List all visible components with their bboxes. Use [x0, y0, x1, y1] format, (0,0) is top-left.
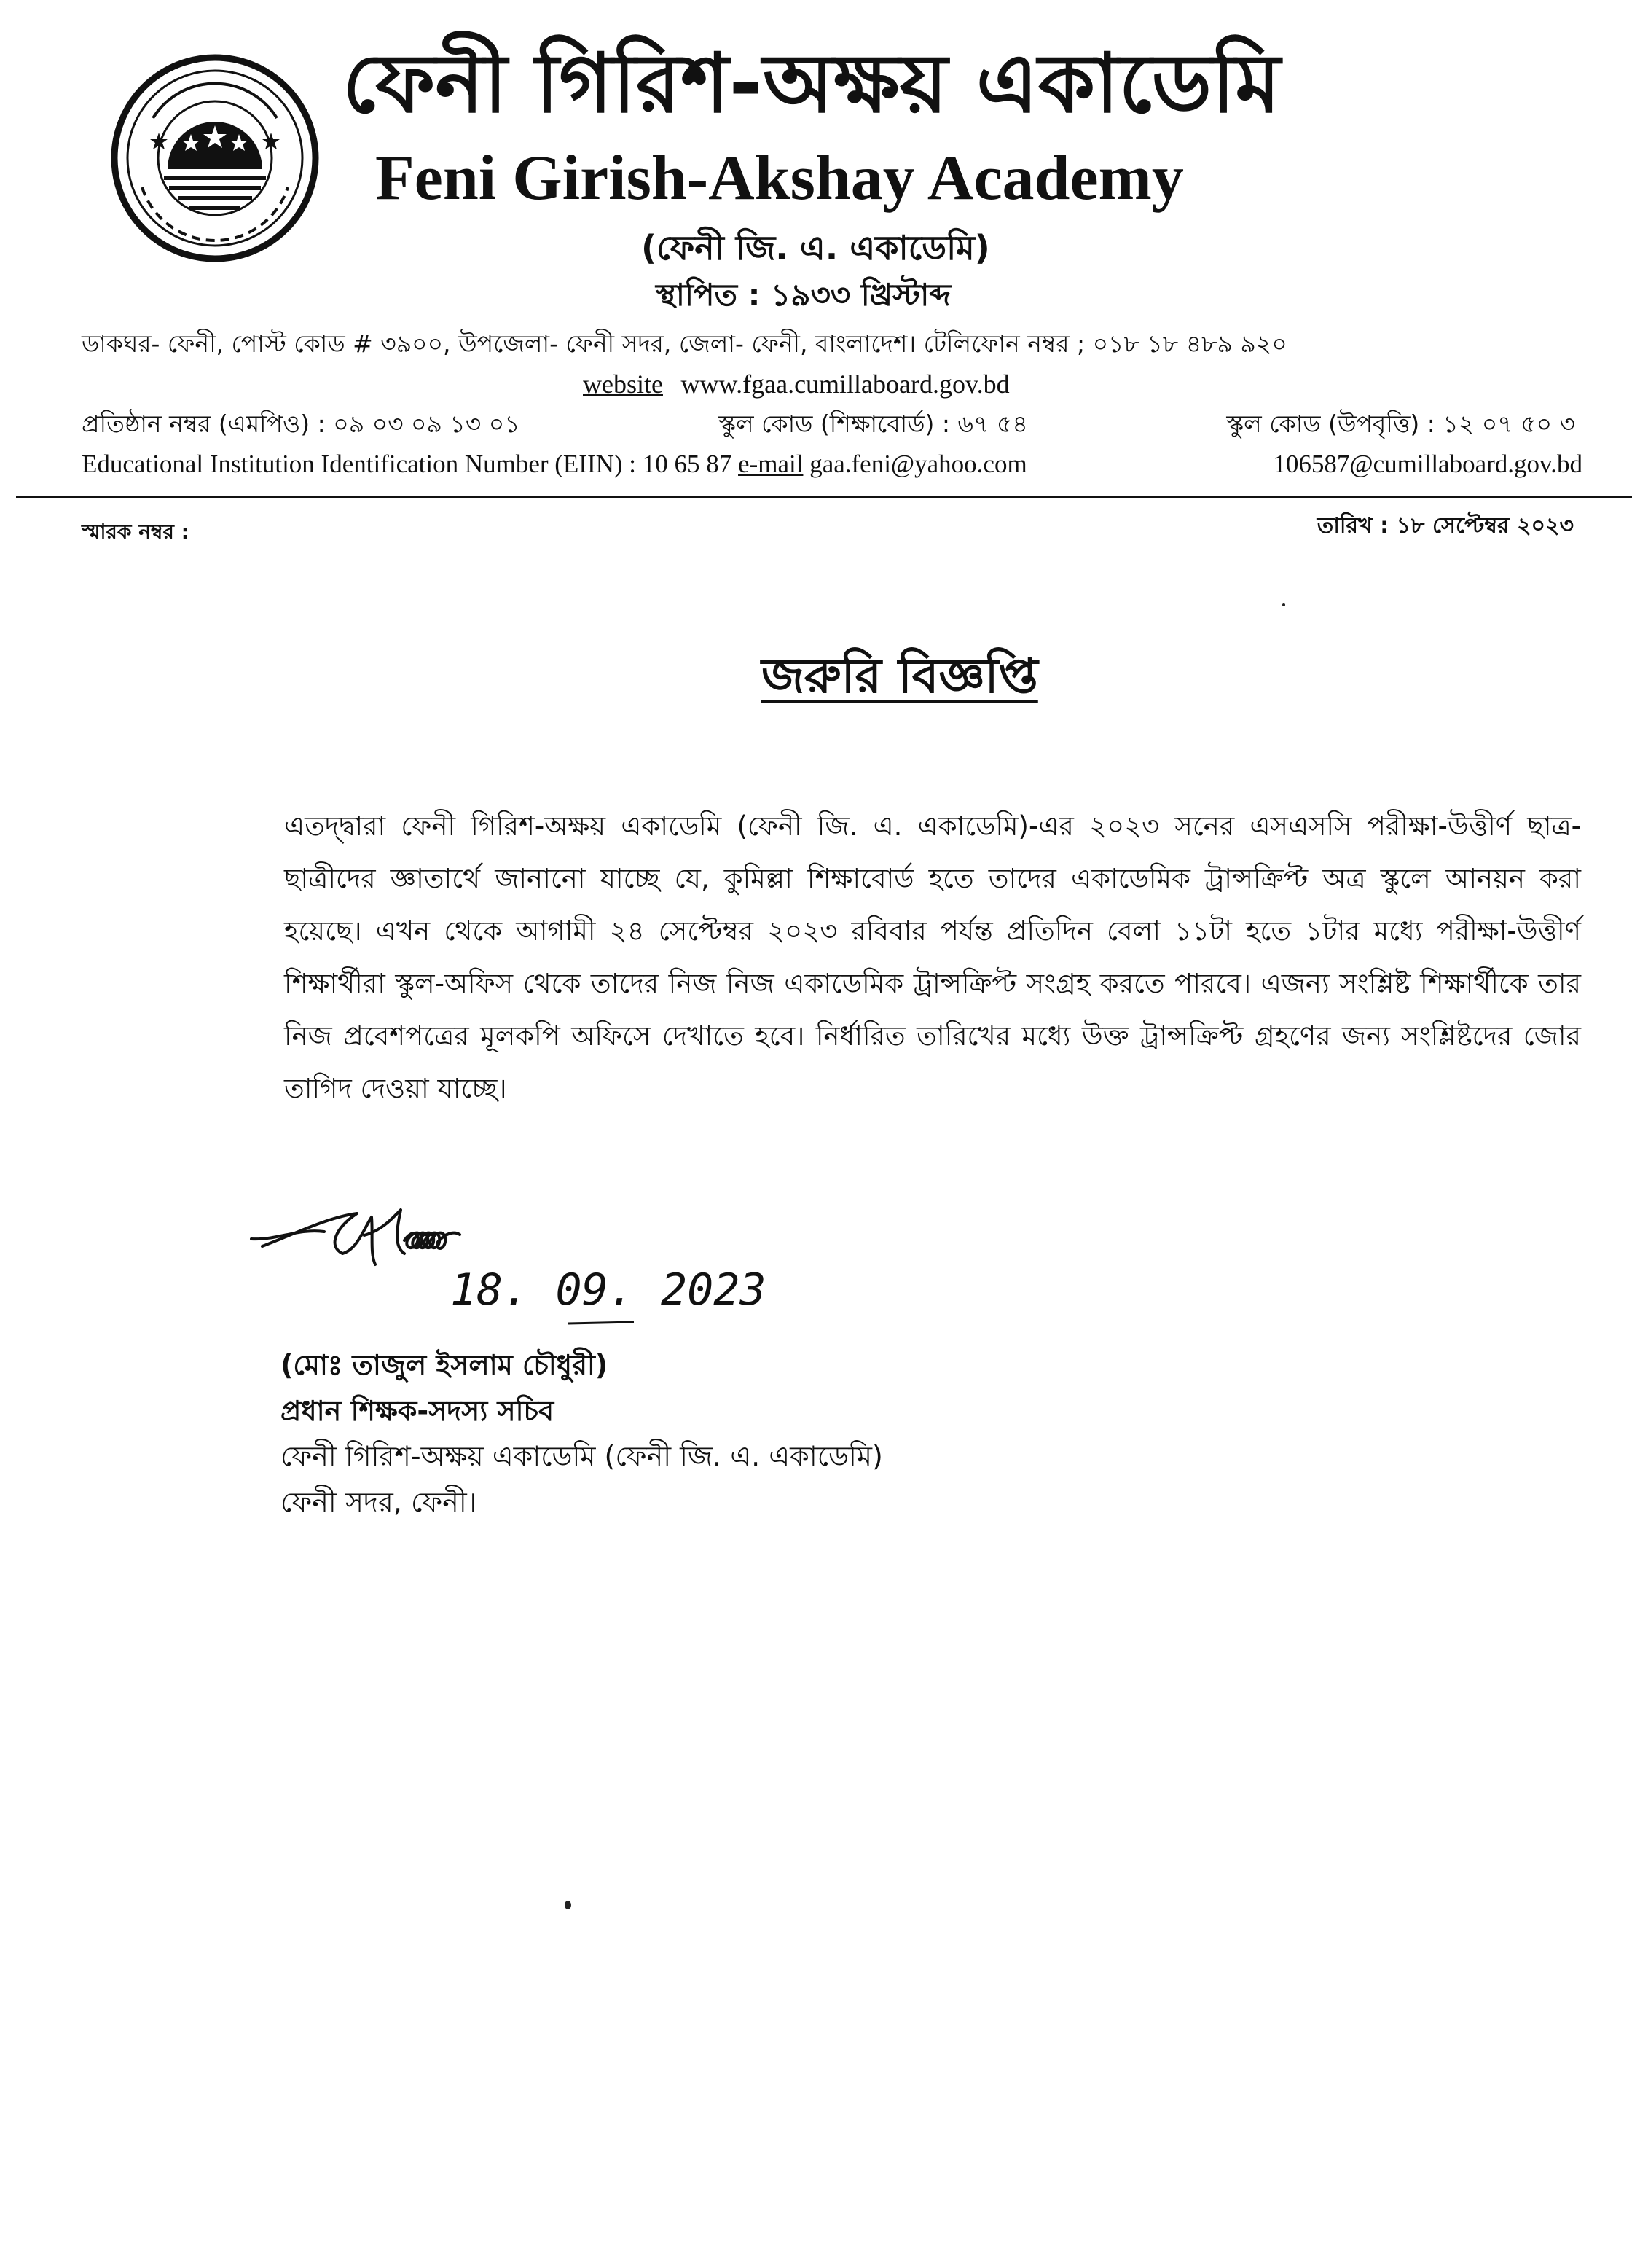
scan-speck	[1282, 603, 1285, 606]
handwritten-signature	[248, 1195, 845, 1326]
notice-date: তারিখ : ১৮ সেপ্টেম্বর ২০২৩	[1317, 513, 1574, 539]
website-line	[583, 366, 1010, 403]
website-label: website	[583, 369, 663, 399]
institution-codes	[82, 406, 1575, 442]
school-name-english: Feni Girish-Akshay Academy	[375, 143, 1184, 214]
email-secondary[interactable]: 106587@cumillaboard.gov.bd	[1273, 450, 1582, 478]
signatory-location: ফেনী সদর, ফেনী।	[280, 1486, 477, 1518]
address-and-phone: ডাকঘর- ফেনী, পোস্ট কোড # ৩৯০০, উপজেলা- ফেনী সদর, জেলা- ফেনী, বাংলাদেশ। টেলিফোন নম্বর ; ০১৮ ১৮ ৪৮৯ ৯২০	[82, 329, 1287, 358]
scan-speck	[565, 1901, 571, 1909]
school-name-bengali: ফেনী গিরিশ-অক্ষয় একাডেমি	[342, 36, 1281, 131]
notice-title: জরুরি বিজ্ঞপ্তি	[761, 648, 1038, 704]
signature-date: 18. 09. 2023	[450, 1264, 766, 1315]
website-url[interactable]: www.fgaa.cumillaboard.gov.bd	[680, 369, 1010, 399]
school-code-board: স্কুল কোড (শিক্ষাবোর্ড) : ৬৭ ৫৪	[718, 410, 1028, 438]
eiin-number: Educational Institution Identification Number (EIIN) : 10 65 87	[82, 450, 732, 478]
header-divider	[16, 496, 1632, 498]
established-year: স্থাপিত : ১৯৩৩ খ্রিস্টাব্দ	[656, 277, 951, 313]
signatory-school: ফেনী গিরিশ-অক্ষয় একাডেমি (ফেনী জি. এ. একাডেমি)	[280, 1440, 883, 1472]
mpo-number: প্রতিষ্ঠান নম্বর (এমপিও) : ০৯ ০৩ ০৯ ১৩ ০১	[82, 410, 520, 438]
signatory-title: প্রধান শিক্ষক-সদস্য সচিব	[280, 1395, 554, 1427]
school-short-name: (ফেনী জি. এ. একাডেমি)	[641, 228, 990, 267]
email-label: e-mail	[738, 450, 804, 478]
eiin-email-line	[82, 446, 1582, 482]
notice-body: এতদ্দ্বারা ফেনী গিরিশ-অক্ষয় একাডেমি (ফেনী জি. এ. একাডেমি)-এর ২০২৩ সনের এসএসসি পরীক্ষা-উত্তীর্ণ ছাত্র-ছাত্রীদের জ্ঞাতার্থে জানানো যাচ্ছে যে, কুমিল্লা শিক্ষাবোর্ড হতে তাদের একাডেমিক ট্রান্সক্রিপ্ট অত্র স্কুলে আনয়ন করা হয়েছে। এখন থেকে আগামী ২৪ সেপ্টেম্বর ২০২৩ রবিবার পর্যন্ত প্রতিদিন বেলা ১১টা হতে ১টার মধ্যে পরীক্ষা-উত্তীর্ণ শিক্ষার্থীরা স্কুল-অফিস থেকে তাদের নিজ নিজ একাডেমিক ট্রান্সক্রিপ্ট সংগ্রহ করতে পারবে। এজন্য সংশ্লিষ্ট শিক্ষার্থীকে তার নিজ প্রবেশপত্রের মূলকপি অফিসে দেখাতে হবে। নির্ধারিত তারিখের মধ্যে উক্ত ট্রান্সক্রিপ্ট গ্রহণের জন্য সংশ্লিষ্টদের জোর তাগিদ দেওয়া যাচ্ছে।	[284, 810, 1581, 1104]
signatory-name: (মোঃ তাজুল ইসলাম চৌধুরী)	[280, 1349, 608, 1381]
email-primary[interactable]: gaa.feni@yahoo.com	[809, 450, 1027, 478]
school-code-stipend: স্কুল কোড (উপবৃত্তি) : ১২ ০৭ ৫০ ৩	[1226, 410, 1575, 438]
memo-reference-label: স্মারক নম্বর :	[82, 520, 189, 544]
school-seal-logo	[109, 52, 321, 264]
